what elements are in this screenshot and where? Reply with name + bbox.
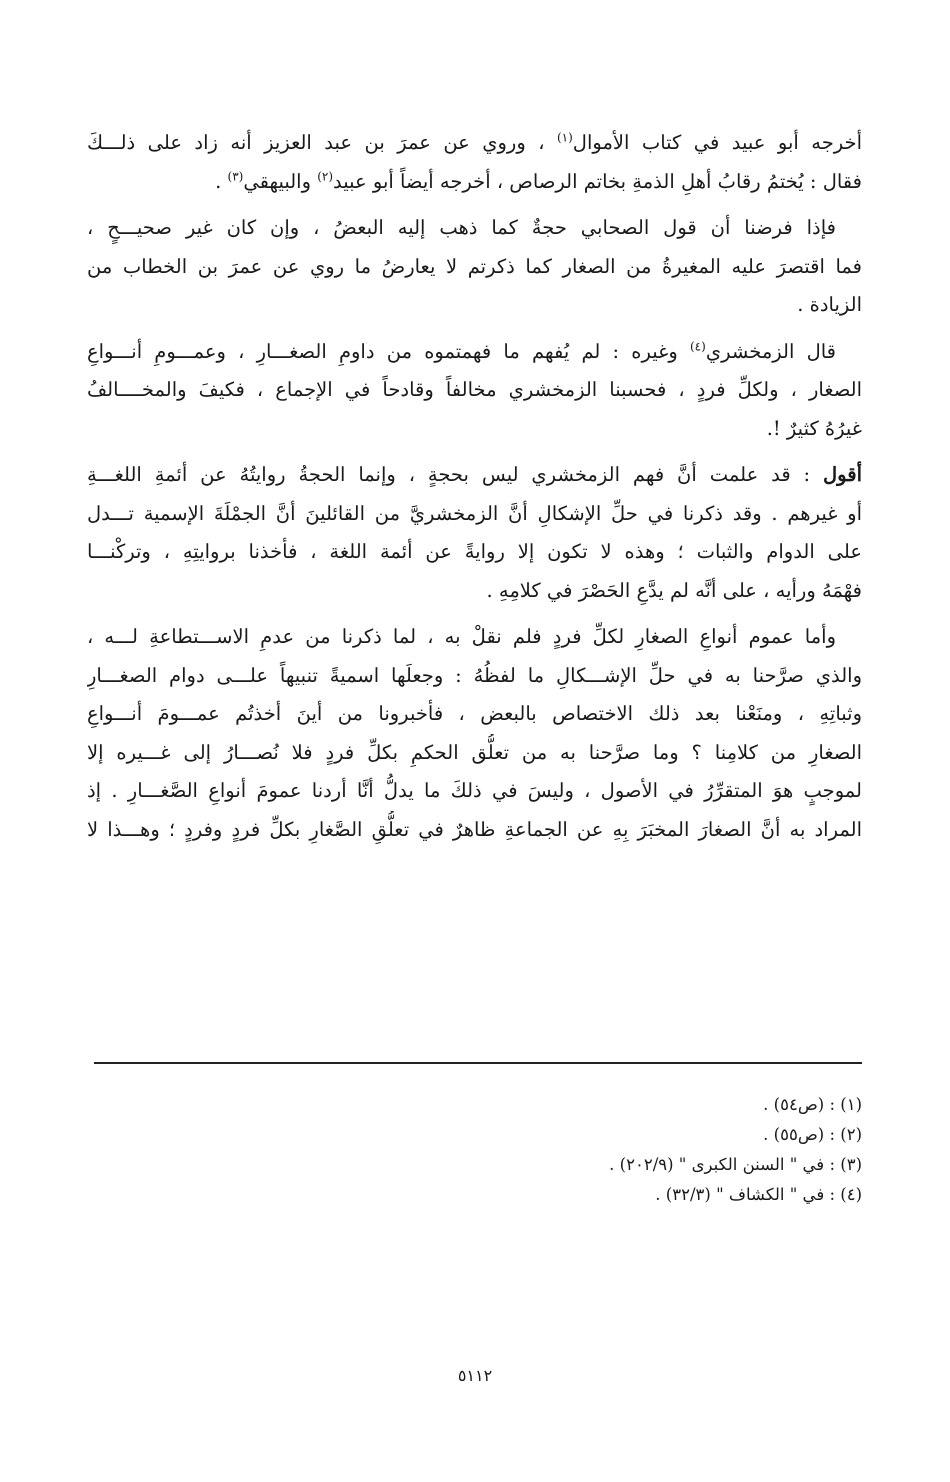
text-line: وأما عموم أنواعِ الصغارِ لكلِّ فردٍ فلم نقلْ به ، لما ذكرنا من عدمِ الاســـتطاعةِ لـــه ، xyxy=(87,625,836,648)
footnote-ref[interactable]: (١) xyxy=(556,130,573,145)
text-line: وثباتِهِ ، ومنَعْنا بعد ذلك الاختصاص بالبعض ، فأخبرونا من أينَ أخذتُم عمـــومَ أنـــواعِ xyxy=(87,702,862,725)
text-line: فإذا فرضنا أن قول الصحابي حجةٌ كما ذهب إليه البعضُ ، وإن كان غير صحيـــحٍ ، xyxy=(87,216,836,239)
text-line xyxy=(87,333,862,372)
text-span: وغيره : لم يُفهم ما فهمتموه من داومِ الصغـــارِ ، وعمـــومِ أنـــواعِ xyxy=(87,339,690,363)
text-span: قال الزمخشري xyxy=(705,339,837,363)
text-line: فما اقتصرَ عليه المغيرةُ من الصغار كما ذكرتم لا يعارضُ ما روي عن عمرَ بن الخطاب من xyxy=(87,254,862,278)
text-line: الزيادة . xyxy=(797,293,862,316)
lead-word: أقول xyxy=(823,463,862,486)
footnote-ref[interactable]: (٤) xyxy=(689,339,706,353)
footnote-ref[interactable]: (٢) xyxy=(317,169,334,183)
footnote-item: (٢) : (ص٥٥) . xyxy=(763,1125,862,1144)
footnote-item: (١) : (ص٥٤) . xyxy=(763,1095,862,1114)
text-line: فهْمَهُ ورأيه ، على أنَّه لم يدَّعِ الحَصْرَ في كلامِهِ . xyxy=(486,578,862,602)
text-line: والذي صرَّحنا به في حلِّ الإشـــكالِ ما لفظُهُ : وجعلَها اسميةً تنبيهاً علـــى دوام الصغـــارِ xyxy=(87,663,862,687)
text-line: غيرُهُ كثيرٌ !. xyxy=(766,416,862,440)
paragraph-gap xyxy=(87,610,862,618)
footnote-item: (٣) : في " السنن الكبرى " (٢٠٢/٩) . xyxy=(609,1155,862,1174)
text-span: ، وروي عن عمرَ بن عبد العزيز أنه زاد على ذلـــكَ xyxy=(87,131,557,154)
paragraph-gap xyxy=(87,325,862,333)
text-span: فقال : يُختمُ رقابُ أهلِ الذمةِ بخاتم الرصاص ، أخرجه أيضاً أبو عبيد xyxy=(333,169,862,193)
text-line: الصغارِ من كلامِنا ؟ وما صرَّحنا به من تعلُّق الحكمِ بكلِّ فردٍ فلا نُصـــارُ إلى غـــيره إلا xyxy=(87,740,862,764)
text-line: أو غيرهم . وقد ذكرنا في حلِّ الإشكالِ أنَّ الزمخشريَّ من القائلينَ أنَّ الجمْلَةَ الإسمية تـــدل xyxy=(87,501,862,525)
text-span: . xyxy=(215,169,228,193)
page-number: ٥١١٢ xyxy=(457,1366,493,1385)
text-span: والبيهقي xyxy=(243,169,318,193)
text-line xyxy=(87,124,862,163)
text-line xyxy=(87,456,862,495)
main-text xyxy=(87,124,862,849)
footnotes xyxy=(87,1090,862,1210)
footnote-ref[interactable]: (٣) xyxy=(227,169,244,183)
text-line: المراد به أنَّ الصغارَ المخبَرَ بِهِ عن الجماعةِ ظاهرٌ في تعلُّقِ الصَّغارِ بكلِّ فردٍ وفردٍ ؛ وهـــذا لا xyxy=(87,817,862,841)
text-line: على الدوام والثبات ؛ وهذه لا تكون إلا روايةً عن أئمة اللغة ، فأخذنا بروايتِهِ ، وتركْنـــا xyxy=(87,540,862,563)
paragraph-gap xyxy=(87,448,862,456)
footnote-separator xyxy=(94,1062,862,1064)
text-line: الصغار ، ولكلِّ فردٍ ، فحسبنا الزمخشري مخالفاً وقادحاً في الإجماع ، فكيفَ والمخــــالفُ xyxy=(87,378,862,401)
text-span: أخرجه أبو عبيد في كتاب الأموال xyxy=(572,131,862,154)
footnote-item: (٤) : في " الكشاف " (٣٢/٣) . xyxy=(655,1185,862,1204)
paragraph-gap xyxy=(87,201,862,209)
text-line xyxy=(87,163,862,202)
text-span: : قد علمت أنَّ فهم الزمخشري ليس بحجةٍ ، وإنما الحجةُ روايتُهُ عن أئمةِ اللغـــةِ xyxy=(87,463,824,486)
text-line: لموجبٍ هوَ المتقرِّرُ في الأصول ، وليسَ في ذلكَ ما يدلُّ أنَّا أردنا عمومَ أنواعِ الصَّغـــارِ . إذ xyxy=(87,779,862,802)
